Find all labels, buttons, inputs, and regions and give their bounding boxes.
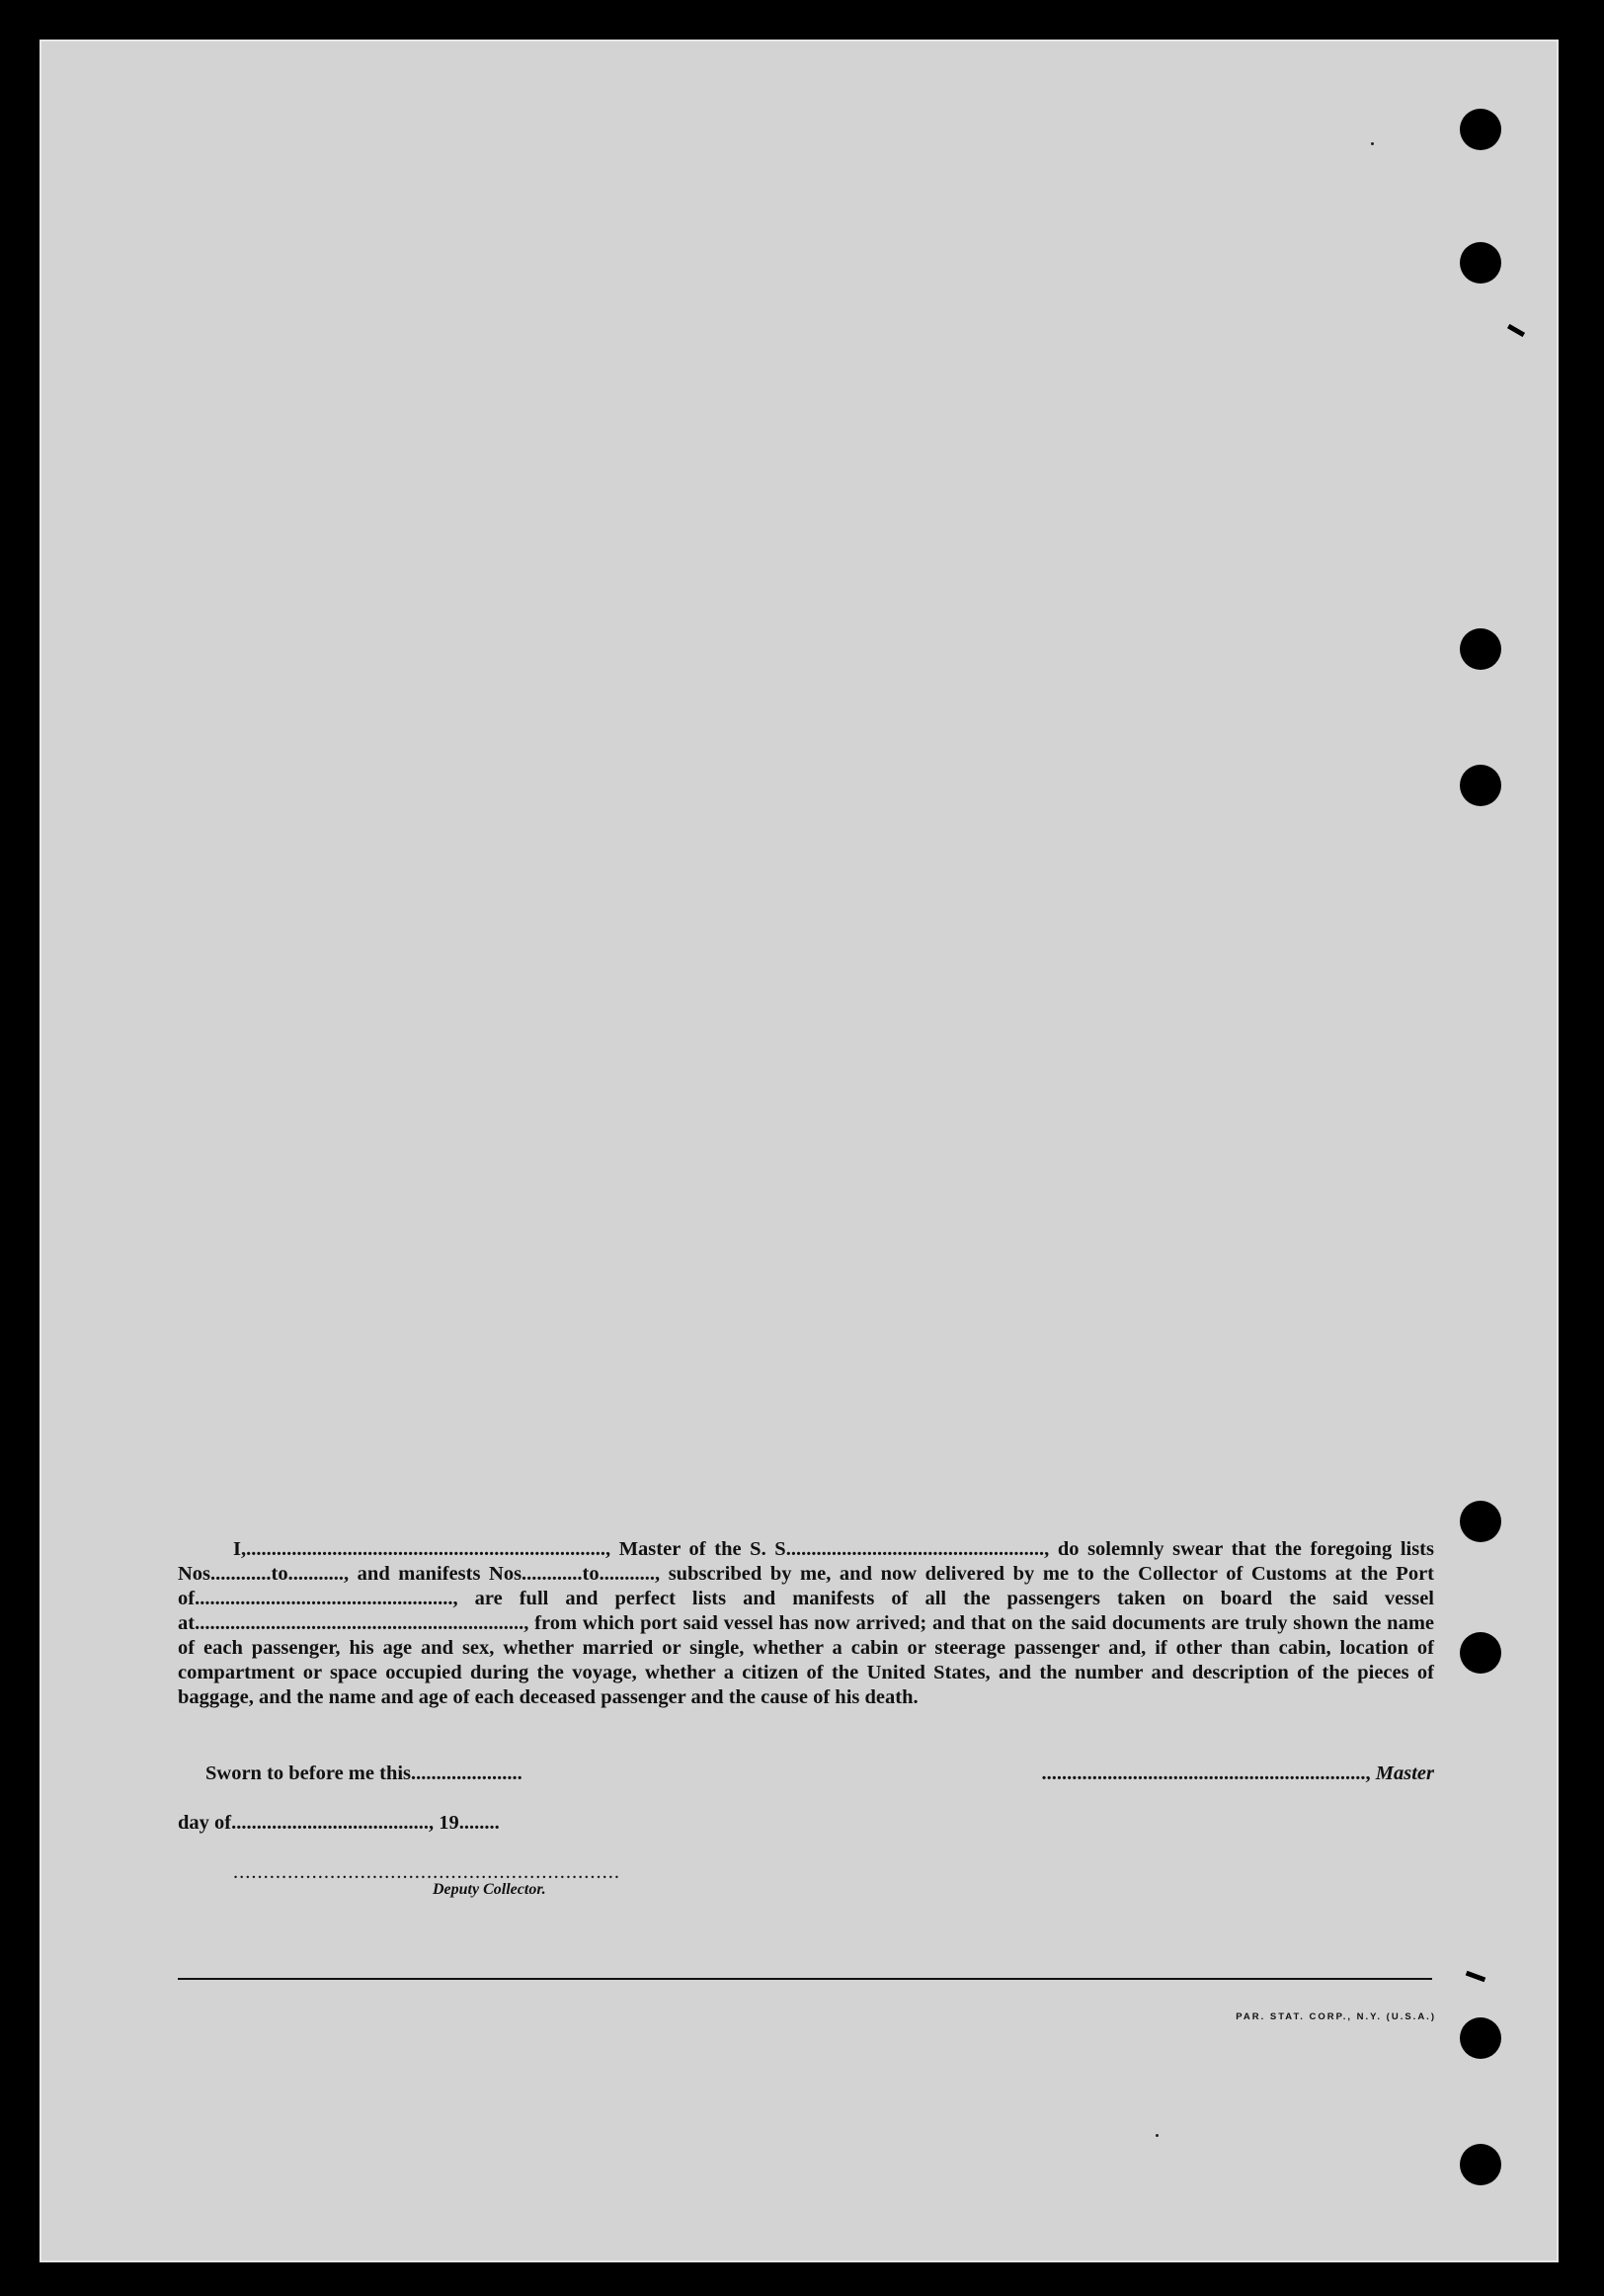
horizontal-rule (178, 1978, 1432, 1980)
scan-mark (1507, 324, 1525, 337)
scan-speck (1371, 142, 1374, 145)
deputy-collector-label: Deputy Collector. (433, 1881, 546, 1898)
punch-hole (1460, 2017, 1501, 2059)
master-signature-dots: ................................................................, (1041, 1763, 1371, 1784)
printer-imprint: PAR. STAT. CORP., N.Y. (U.S.A.) (1236, 2011, 1436, 2022)
punch-hole (1460, 628, 1501, 670)
punch-hole (1460, 242, 1501, 284)
punch-hole (1460, 1632, 1501, 1674)
scan-speck (1156, 2134, 1159, 2137)
master-signature-line (1042, 1763, 1434, 1785)
punch-hole (1460, 109, 1501, 150)
master-label: Master (1375, 1763, 1434, 1784)
form-page (40, 40, 1559, 2262)
sworn-line: Sworn to before me this...................... (205, 1763, 522, 1784)
oath-paragraph (178, 1537, 1434, 1710)
punch-hole (1460, 765, 1501, 806)
scan-mark (1466, 1971, 1486, 1983)
day-of-line: day of......................................., 19........ (178, 1812, 500, 1834)
deputy-signature-line: ................................................................ (233, 1861, 620, 1883)
punch-hole (1460, 1501, 1501, 1542)
punch-hole (1460, 2144, 1501, 2185)
oath-text: I,......................................................................., Master of the S. S..................................................., do solemnly swear that the foregoing lists Nos............to..........., and manifests Nos............to..........., subscribed by me, and now delivered by me to the Collector of Customs at the Port of..................................................., are full and perfect lists and manifests of all the passengers taken on board the said vessel at................................................................., from which port said vessel has now arrived; and that on the said documents are truly shown the name of each passenger, his age and sex, whether married or single, whether a cabin or steerage passenger and, if other than cabin, location of compartment or space occupied during the voyage, whether a citizen of the United States, and the number and description of the pieces of baggage, and the name and age of each deceased passenger and the cause of his death. (178, 1538, 1434, 1708)
